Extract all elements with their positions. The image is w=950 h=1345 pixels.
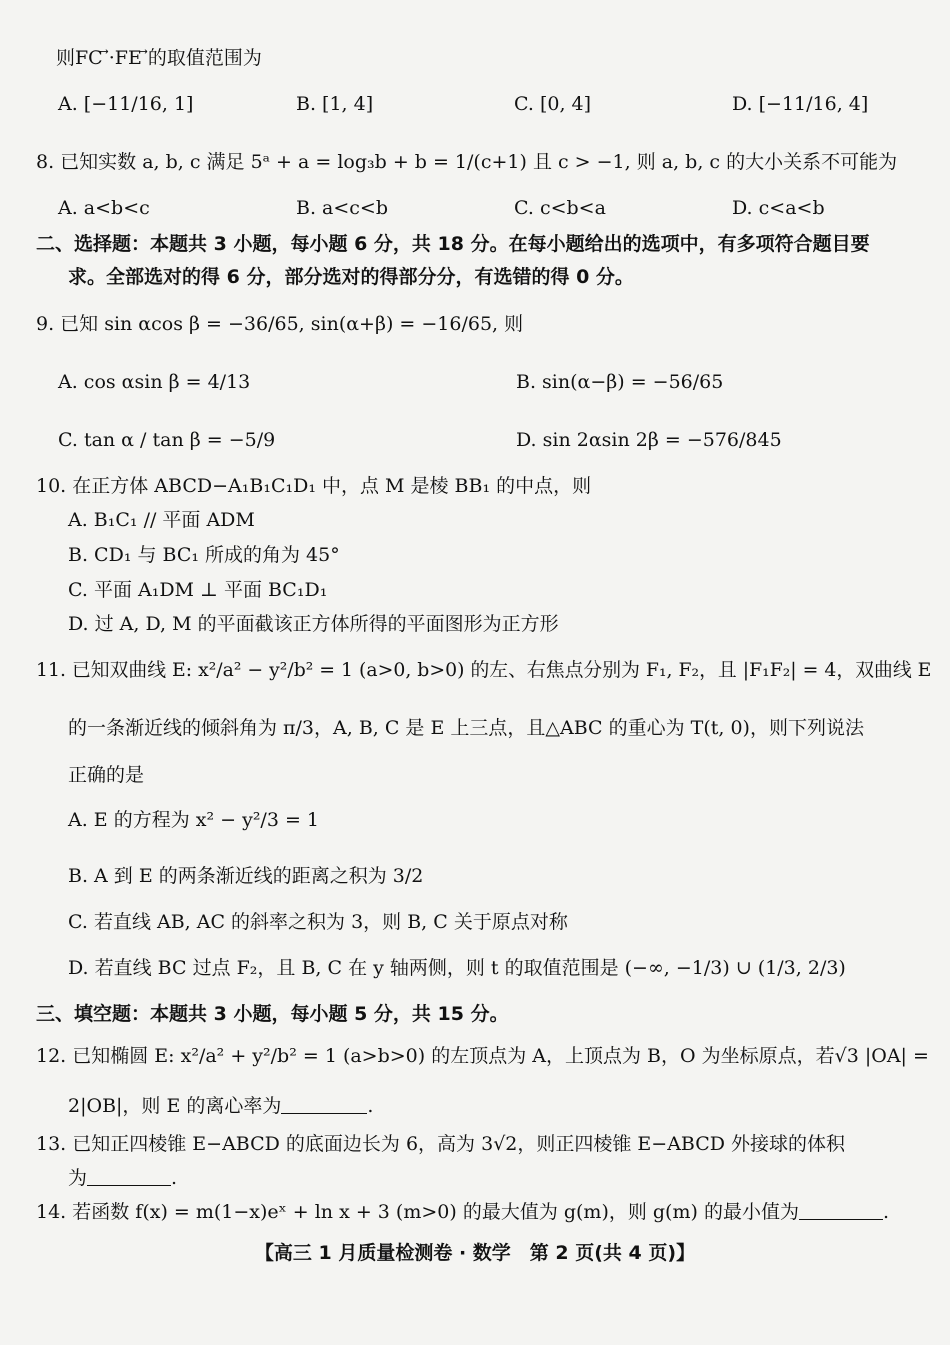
q13-period: .	[171, 1167, 178, 1189]
q14-answer-blank[interactable]	[799, 1201, 883, 1220]
q11-stem-line3: 正确的是	[68, 764, 145, 786]
q8-stem: 8. 已知实数 a, b, c 满足 5ᵃ + a = log₃b + b = 1/(c+1) 且 c > −1, 则 a, b, c 的大小关系不可能为	[36, 151, 898, 173]
q9-option-c: C. tan α / tan β = −5/9	[58, 429, 276, 451]
q9-option-b: B. sin(α−β) = −56/65	[516, 371, 724, 393]
q14-stem	[36, 1198, 889, 1226]
q9-option-a: A. cos αsin β = 4/13	[58, 371, 251, 393]
q11-option-b: B. A 到 E 的两条渐近线的距离之积为 3/2	[68, 865, 424, 887]
q10-option-c: C. 平面 A₁DM ⊥ 平面 BC₁D₁	[68, 579, 328, 601]
q12-stem-line1: 12. 已知椭圆 E: x²/a² + y²/b² = 1 (a>b>0) 的左顶点为 A，上顶点为 B，O 为坐标原点，若√3 |OA| =	[36, 1045, 929, 1067]
q11-stem-line1: 11. 已知双曲线 E: x²/a² − y²/b² = 1 (a>0, b>0) 的左、右焦点分别为 F₁, F₂，且 |F₁F₂| = 4，双曲线 E	[36, 659, 932, 681]
q14-stem-text: 14. 若函数 f(x) = m(1−x)eˣ + ln x + 3 (m>0) 的最大值为 g(m)，则 g(m) 的最小值为	[36, 1201, 799, 1223]
q9-option-d: D. sin 2αsin 2β = −576/845	[516, 429, 782, 451]
q11-option-c: C. 若直线 AB, AC 的斜率之积为 3，则 B, C 关于原点对称	[68, 911, 568, 933]
q10-option-a: A. B₁C₁ // 平面 ADM	[68, 509, 255, 531]
q13-stem-text: 为	[68, 1167, 88, 1189]
q8-option-c: C. c<b<a	[514, 197, 606, 219]
q12-stem-line2	[68, 1092, 373, 1120]
q12-period: .	[367, 1095, 374, 1117]
q7-stem: 则FC ⃗·FE ⃗的取值范围为	[56, 47, 262, 69]
q8-option-d: D. c<a<b	[732, 197, 825, 219]
section2-instructions: 求。全部选对的得 6 分，部分选对的得部分分，有选错的得 0 分。	[68, 266, 634, 288]
q7-option-c: C. [0, 4]	[514, 93, 592, 115]
q10-option-d: D. 过 A, D, M 的平面截该正方体所得的平面图形为正方形	[68, 613, 559, 635]
q7-option-d: D. [−11/16, 4]	[732, 93, 869, 115]
q8-option-a: A. a<b<c	[58, 197, 150, 219]
page-footer: 【高三 1 月质量检测卷 · 数学 第 2 页(共 4 页)】	[254, 1242, 696, 1264]
q12-answer-blank[interactable]	[281, 1095, 367, 1114]
q10-stem: 10. 在正方体 ABCD−A₁B₁C₁D₁ 中，点 M 是棱 BB₁ 的中点，则	[36, 475, 592, 497]
q8-option-b: B. a<c<b	[296, 197, 389, 219]
q11-stem-line2: 的一条渐近线的倾斜角为 π/3，A, B, C 是 E 上三点，且△ABC 的重心为 T(t, 0)，则下列说法	[68, 717, 864, 739]
q7-option-b: B. [1, 4]	[296, 93, 374, 115]
section3-heading: 三、填空题：本题共 3 小题，每小题 5 分，共 15 分。	[36, 1003, 509, 1025]
q12-stem-text: 2|OB|，则 E 的离心率为	[68, 1095, 282, 1117]
q10-option-b: B. CD₁ 与 BC₁ 所成的角为 45°	[68, 544, 340, 566]
q13-stem-line1: 13. 已知正四棱锥 E−ABCD 的底面边长为 6，高为 3√2，则正四棱锥 E−ABCD 外接球的体积	[36, 1133, 846, 1155]
q7-option-a: A. [−11/16, 1]	[58, 93, 194, 115]
q11-option-a: A. E 的方程为 x² − y²/3 = 1	[68, 809, 320, 831]
q14-period: .	[882, 1201, 889, 1223]
q13-answer-blank[interactable]	[87, 1167, 171, 1186]
q9-stem: 9. 已知 sin αcos β = −36/65, sin(α+β) = −16/65, 则	[36, 313, 524, 335]
q13-stem-line2	[68, 1164, 177, 1192]
section2-heading: 二、选择题：本题共 3 小题，每小题 6 分，共 18 分。在每小题给出的选项中，有多项符合题目要	[36, 233, 870, 255]
q11-option-d: D. 若直线 BC 过点 F₂，且 B, C 在 y 轴两侧，则 t 的取值范围是 (−∞, −1/3) ∪ (1/3, 2/3)	[68, 957, 846, 979]
